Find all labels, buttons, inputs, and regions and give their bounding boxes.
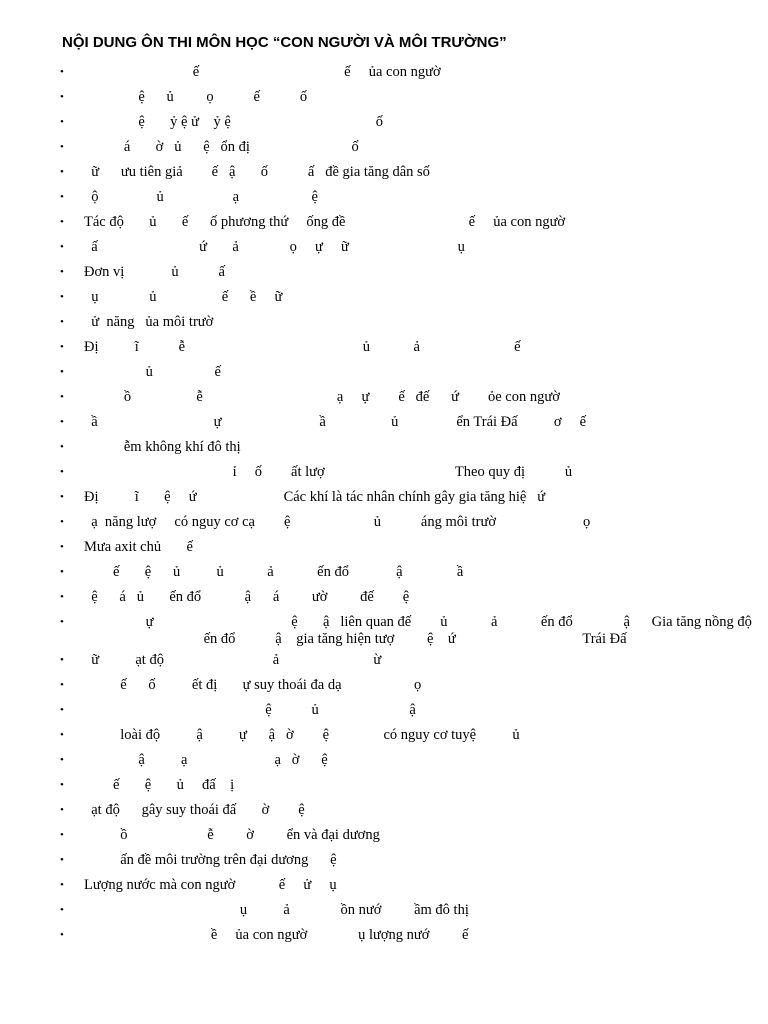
list-item xyxy=(0,260,768,285)
list-item xyxy=(0,898,768,923)
list-item xyxy=(0,510,768,535)
list-item-text: ậ ạ ạ ờ ệ xyxy=(84,752,328,768)
list-item-text: ụ ả ồn nướ ầm đô thị xyxy=(84,902,469,918)
list-item-text: ế ệ ủ đấ ị xyxy=(84,777,235,793)
bullet-icon: • xyxy=(60,804,64,816)
list-item xyxy=(0,335,768,360)
list-item xyxy=(0,435,768,460)
list-item xyxy=(0,135,768,160)
list-item-text: ầ ự ầ ủ ển Trái Đấ ơ ế xyxy=(84,414,587,430)
bullet-icon: • xyxy=(60,779,64,791)
list-item xyxy=(0,285,768,310)
list-item xyxy=(0,485,768,510)
bullet-icon: • xyxy=(60,66,64,78)
list-item-text: Mưa axit chủ ế xyxy=(84,539,193,555)
list-item xyxy=(0,748,768,773)
list-item xyxy=(0,85,768,110)
list-item-text: Lượng nước mà con ngườ ế ử ụ xyxy=(84,877,337,893)
list-item xyxy=(0,848,768,873)
list-item xyxy=(0,535,768,560)
list-item-text: á ờ ủ ệ ổn đị ố xyxy=(84,139,359,155)
outline-list xyxy=(0,60,768,948)
bullet-icon: • xyxy=(60,216,64,228)
list-item xyxy=(0,673,768,698)
list-item xyxy=(0,823,768,848)
list-item-text: ồ ễ ờ ển và đại dương xyxy=(84,827,380,843)
bullet-icon: • xyxy=(60,141,64,153)
list-item-text: ề ủa con ngườ ụ lượng nướ ế xyxy=(84,927,469,943)
list-item xyxy=(0,773,768,798)
list-item-text: ệ ủ ọ ế ố xyxy=(84,89,308,105)
bullet-icon: • xyxy=(60,679,64,691)
bullet-icon: • xyxy=(60,704,64,716)
list-item xyxy=(0,923,768,948)
bullet-icon: • xyxy=(60,266,64,278)
list-item-text: ỉ ố ất lượ Theo quy đị ủ xyxy=(84,464,573,480)
bullet-icon: • xyxy=(60,366,64,378)
list-item-text: Đơn vị ủ ấ xyxy=(84,264,225,280)
list-item-text: ộ ủ ạ ệ xyxy=(84,189,318,205)
bullet-icon: • xyxy=(60,91,64,103)
list-item xyxy=(0,585,768,610)
list-item-text: ụ ủ ế ề ữ xyxy=(84,289,283,305)
bullet-icon: • xyxy=(60,929,64,941)
list-item-text: Đị ĩ ệ ứ Các khí là tác nhân chính gây gia tăng hiệ ứ xyxy=(84,489,546,505)
bullet-icon: • xyxy=(60,654,64,666)
list-item xyxy=(0,210,768,235)
list-item-text: ạ năng lượ có nguy cơ cạ ệ ủ áng môi trườ ọ xyxy=(84,514,591,530)
list-item-text: ễm không khí đô thị xyxy=(84,439,241,455)
list-item xyxy=(0,160,768,185)
list-item-text: ế ố ết đị ự suy thoái đa dạ ọ xyxy=(84,677,422,693)
bullet-icon: • xyxy=(60,854,64,866)
bullet-icon: • xyxy=(60,241,64,253)
bullet-icon: • xyxy=(60,591,64,603)
bullet-icon: • xyxy=(60,316,64,328)
bullet-icon: • xyxy=(60,191,64,203)
list-item-text: ử năng ủa môi trườ xyxy=(84,314,214,330)
bullet-icon: • xyxy=(60,829,64,841)
bullet-icon: • xyxy=(60,616,64,628)
bullet-icon: • xyxy=(60,441,64,453)
list-item xyxy=(0,460,768,485)
list-item-text: ữ ưu tiên giả ế ậ ố ấ đề gia tăng dân số xyxy=(84,164,430,180)
list-item-text: ệ ủ ậ xyxy=(84,702,416,718)
bullet-icon: • xyxy=(60,341,64,353)
list-item xyxy=(0,798,768,823)
bullet-icon: • xyxy=(60,466,64,478)
list-item-text: ế ệ ủ ủ ả ến đổ ậ ầ xyxy=(84,564,464,580)
list-item-text: ự ệ ậ liên quan đế ủ ả ến đổ ậ Gia tăng nồng độ ến đổ ậ gia tăng hiện tượ ệ ứ Trái Đấ xyxy=(145,614,752,647)
document-title: NỘI DUNG ÔN THI MÔN HỌC “CON NGƯỜI VÀ MÔI TRƯỜNG” xyxy=(62,34,507,51)
list-item-text: ấ ứ ả ọ ự ữ ụ xyxy=(84,239,465,255)
list-item-text: ồ ễ ạ ự ế đế ứ ỏe con ngườ xyxy=(84,389,560,405)
list-item xyxy=(0,385,768,410)
bullet-icon: • xyxy=(60,729,64,741)
bullet-icon: • xyxy=(60,516,64,528)
list-item-text: loài độ ậ ự ậ ờ ệ có nguy cơ tuyệ ủ xyxy=(84,727,520,743)
list-item xyxy=(0,185,768,210)
list-item-text: ệ á ủ ến đổ ậ á ườ đế ệ xyxy=(84,589,410,605)
list-item xyxy=(0,110,768,135)
list-item xyxy=(0,560,768,585)
bullet-icon: • xyxy=(60,566,64,578)
list-item-text: ế ế ủa con ngườ xyxy=(84,64,441,80)
bullet-icon: • xyxy=(60,904,64,916)
list-item-text: Tác độ ủ ế ố phương thứ ống đề ế ủa con ngườ xyxy=(84,214,566,230)
list-item-text: ấn đề môi trường trên đại dương ệ xyxy=(84,852,337,868)
bullet-icon: • xyxy=(60,879,64,891)
bullet-icon: • xyxy=(60,491,64,503)
bullet-icon: • xyxy=(60,541,64,553)
list-item xyxy=(0,648,768,673)
list-item xyxy=(0,610,768,648)
bullet-icon: • xyxy=(60,166,64,178)
list-item-text: ệ ỷ ệ ử ỷ ệ ố xyxy=(84,114,384,130)
bullet-icon: • xyxy=(60,116,64,128)
list-item xyxy=(0,235,768,260)
list-item xyxy=(0,698,768,723)
list-item xyxy=(0,410,768,435)
list-item xyxy=(0,60,768,85)
list-item-text: Đị ĩ ễ ủ ả ế xyxy=(84,339,521,355)
bullet-icon: • xyxy=(60,291,64,303)
bullet-icon: • xyxy=(60,391,64,403)
bullet-icon: • xyxy=(60,754,64,766)
list-item xyxy=(0,360,768,385)
list-item xyxy=(0,873,768,898)
list-item-text: ữ ạt độ ả ừ xyxy=(84,652,382,668)
list-item-text: ủ ế xyxy=(84,364,221,380)
list-item-text: ạt độ gây suy thoái đấ ờ ệ xyxy=(84,802,305,818)
bullet-icon: • xyxy=(60,416,64,428)
list-item xyxy=(0,723,768,748)
list-item xyxy=(0,310,768,335)
